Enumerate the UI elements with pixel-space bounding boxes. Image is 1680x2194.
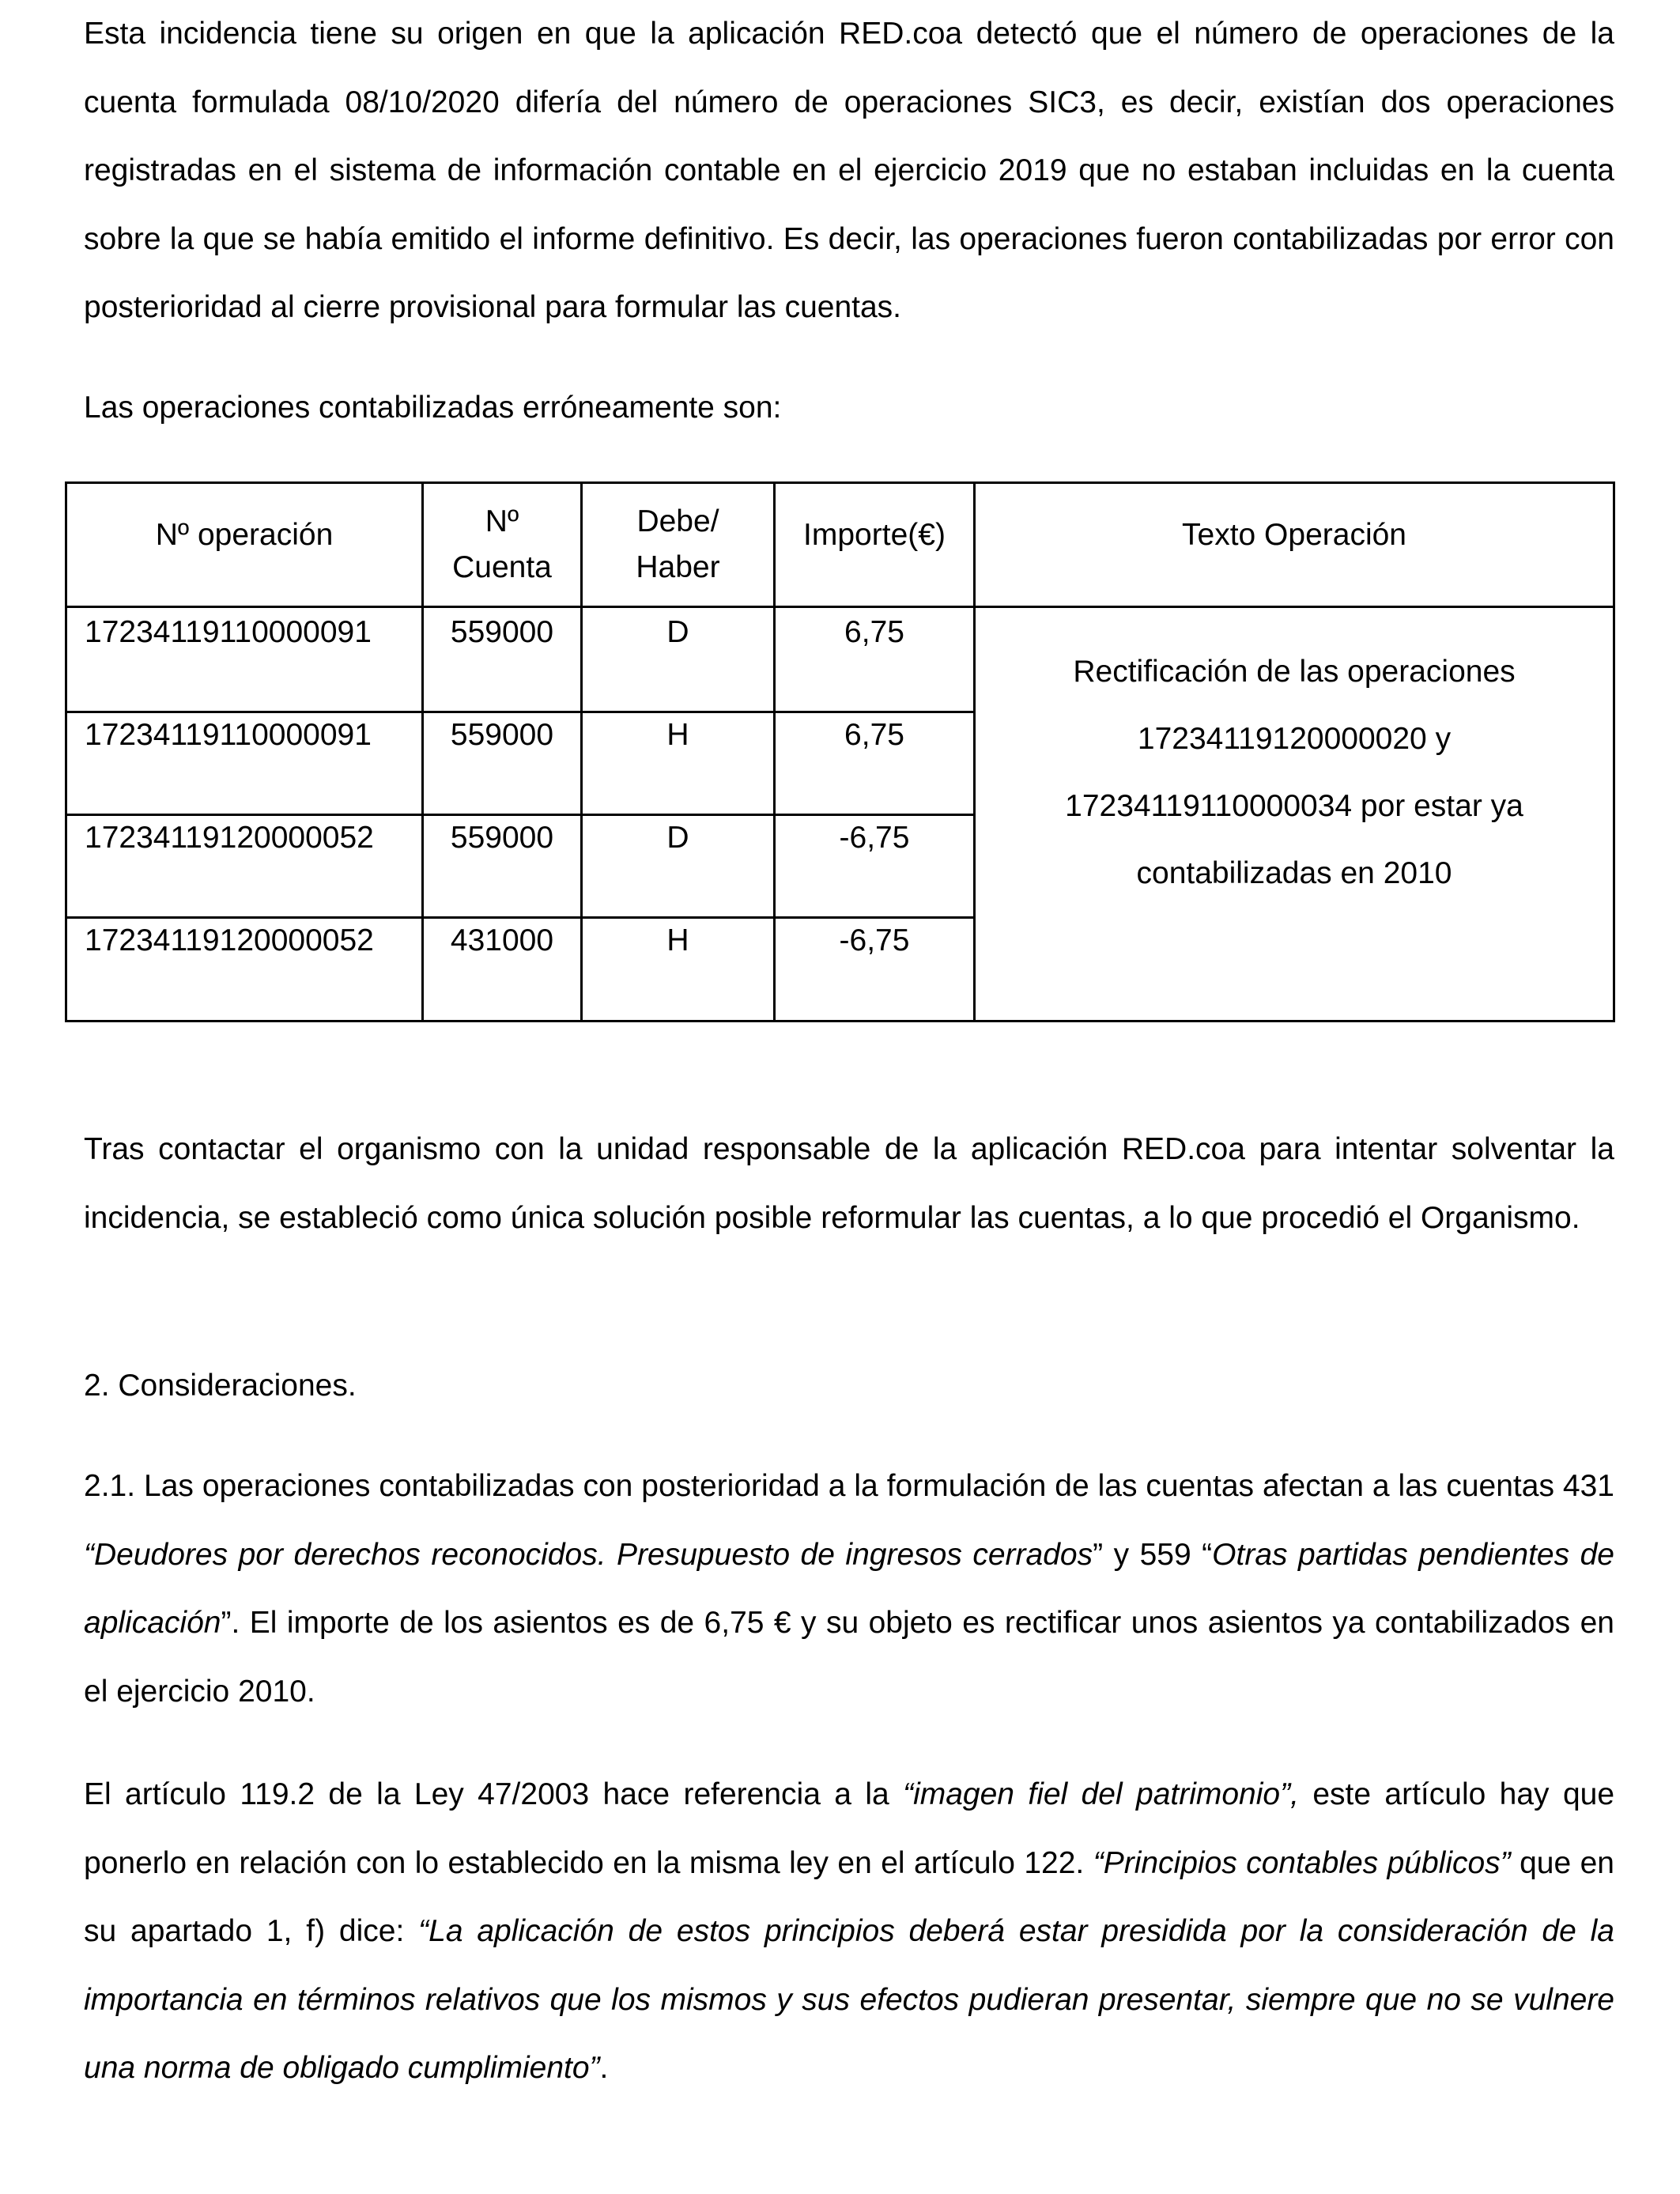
table-row-1-importe: 6,75 <box>844 615 904 649</box>
header-operacion-label: Nº operación <box>155 518 334 552</box>
header-debe-line2: Haber <box>636 550 720 584</box>
p6-f: “La aplicación de estos principios deberá estar presidida por la consideración de la importancia en términos relativos que los mismos y sus efectos pudieran presentar, siempre que no se vulnere una norma de obligado cumplimiento” <box>84 1914 1614 2085</box>
texto-operacion-line3: 17234119110000034 por estar ya <box>1065 789 1523 823</box>
paragraph-articulo-119 <box>84 1761 1614 2103</box>
table-row-1-operacion: 17234119110000091 <box>85 615 372 649</box>
table-row-3-cuenta: 559000 <box>450 821 554 855</box>
p5-b: “Deudores por derechos reconocidos. Presupuesto de ingresos cerrados <box>84 1537 1093 1572</box>
p5-a: 2.1. Las operaciones contabilizadas con posterioridad a la formulación de las cuentas afectan a las cuentas 431 <box>84 1469 1614 1503</box>
paragraph-operaciones-intro: Las operaciones contabilizadas erróneamente son: <box>84 391 782 425</box>
table-row-4-operacion: 17234119120000052 <box>85 923 374 957</box>
p6-e: que en su apartado 1, f) dice: <box>84 1845 1615 1948</box>
p6-g: . <box>599 2051 609 2085</box>
texto-operacion-line1: Rectificación de las operaciones <box>1073 655 1516 689</box>
table-row-2-dh: H <box>666 718 689 752</box>
header-texto-operacion <box>976 484 1613 587</box>
table-row-2-importe: 6,75 <box>844 718 904 752</box>
header-importe-label: Importe(€) <box>803 518 946 552</box>
paragraph-2-1 <box>84 1452 1614 1726</box>
paragraph-tras-contactar: Tras contactar el organismo con la unidad responsable de la aplicación RED.coa para intentar solventar la incidencia, se estableció como única solución posible reformular las cuentas, a lo que procedió el Organismo. <box>84 1132 1614 1235</box>
table-row-1-dh: D <box>666 615 689 649</box>
p5-e: ”. El importe de los asientos es de 6,75 € y su objeto es rectificar unos asientos ya contabilizados en el ejercicio 2010. <box>84 1606 1614 1709</box>
p6-a: El artículo 119.2 de la Ley 47/2003 hace referencia a la <box>84 1777 904 1811</box>
operaciones-table <box>65 481 1615 1022</box>
table-row-1-cuenta: 559000 <box>450 615 554 649</box>
p5-c: ” y 559 “ <box>1093 1537 1213 1572</box>
paragraph-incidencia: Esta incidencia tiene su origen en que la aplicación RED.coa detectó que el número de operaciones de la cuenta formulada 08/10/2020 difería del número de operaciones SIC3, es decir, existían dos operaciones registradas en el sistema de información contable en el ejercicio 2019 que no estaban incluidas en la cuenta sobre la que se había emitido el informe definitivo. Es decir, las operaciones fueron contabilizadas por error con posterioridad al cierre provisional para formular las cuentas. <box>84 17 1614 324</box>
table-row-4-dh: H <box>666 923 689 957</box>
header-cuenta-line2: Cuenta <box>452 550 552 584</box>
table-row-4-cuenta: 431000 <box>450 923 554 957</box>
header-texto-label: Texto Operación <box>1182 518 1406 552</box>
p6-d: “Principios contables públicos” <box>1093 1845 1511 1880</box>
texto-operacion-line4: contabilizadas en 2010 <box>1136 856 1452 890</box>
header-debe-line1: Debe/ <box>636 504 719 538</box>
section-heading-consideraciones: 2. Consideraciones. <box>84 1369 357 1403</box>
table-row-2-cuenta: 559000 <box>450 718 554 752</box>
texto-operacion-cell <box>976 638 1613 907</box>
table-row-4-importe: -6,75 <box>839 923 910 957</box>
header-importe <box>776 484 973 587</box>
p5-d: Otras partidas pendientes de aplicación <box>84 1537 1615 1640</box>
header-operacion <box>67 484 421 587</box>
table-row-2-operacion: 17234119110000091 <box>85 718 372 752</box>
texto-operacion-line2: 17234119120000020 y <box>1137 722 1452 756</box>
table-row-3-operacion: 17234119120000052 <box>85 821 374 855</box>
header-cuenta-line1: Nº <box>485 504 519 538</box>
p6-c: este artículo hay que ponerlo en relación con lo establecido en la misma ley en el artículo 122. <box>84 1777 1615 1880</box>
p6-b: “imagen fiel del patrimonio”, <box>903 1777 1299 1811</box>
table-row-3-dh: D <box>666 821 689 855</box>
header-debe-haber <box>583 484 773 606</box>
table-row-3-importe: -6,75 <box>839 821 910 855</box>
header-cuenta <box>424 484 580 606</box>
